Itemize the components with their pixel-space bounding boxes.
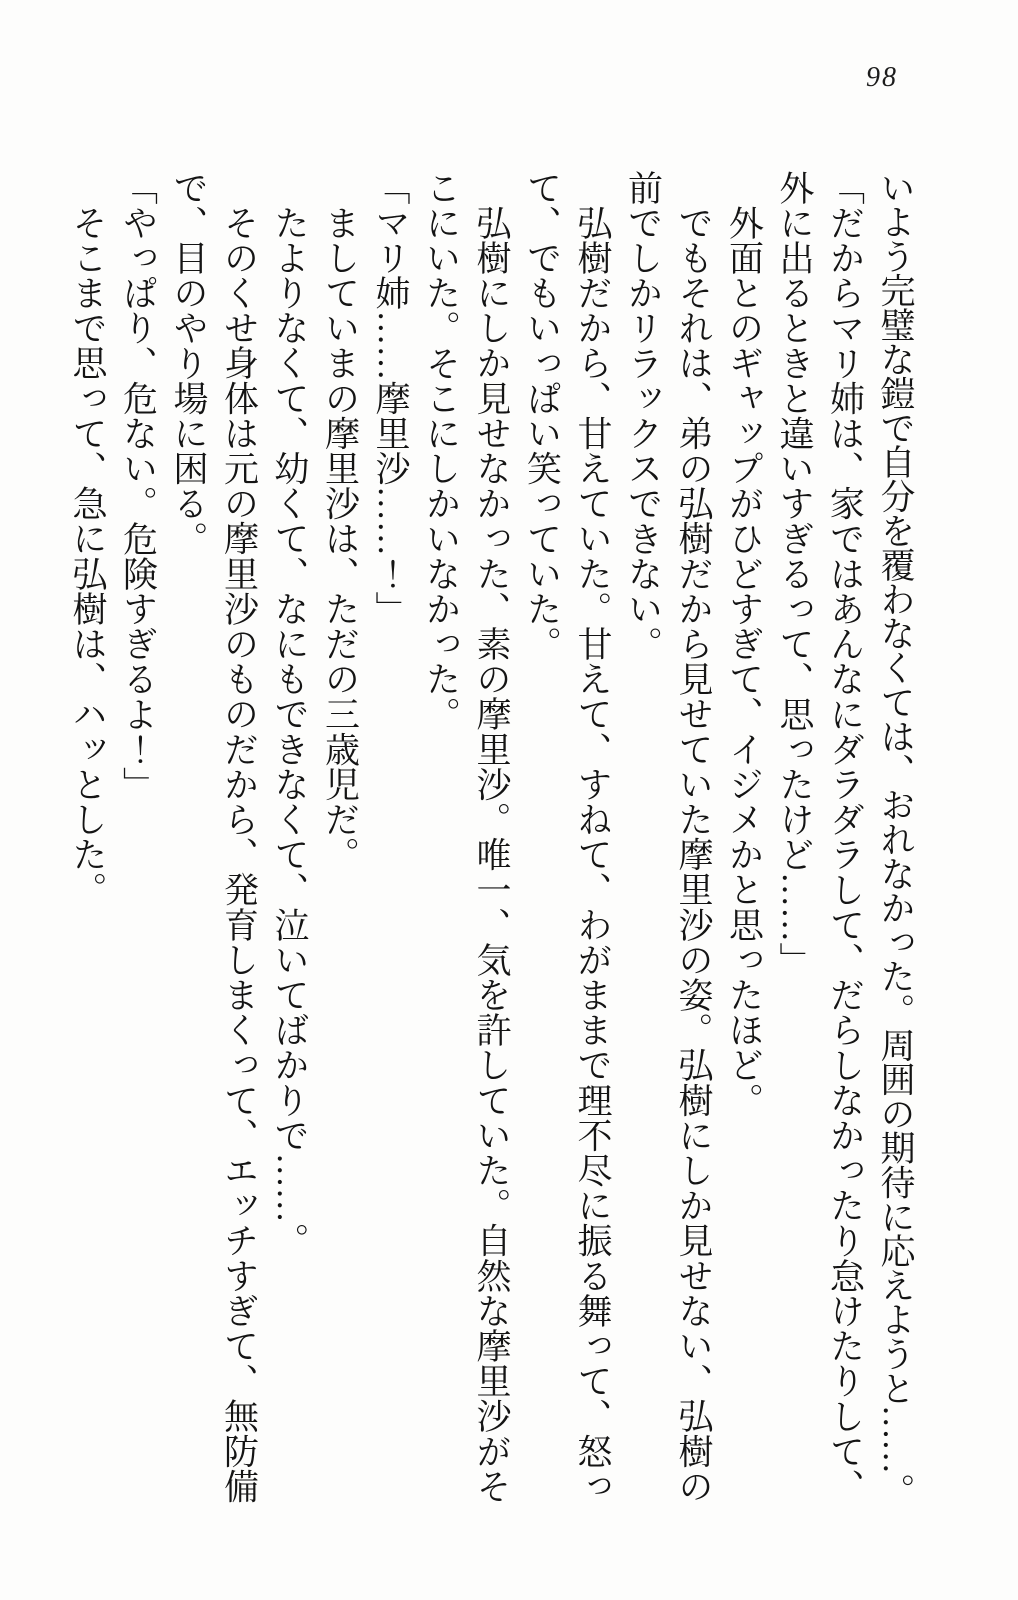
paragraph: そこまで思って、急に弘樹は、ハッとした。 (68, 205, 107, 907)
page-number: 98 (866, 62, 898, 93)
paragraph: そのくせ身体は元の摩里沙のものだから、発育しまくって、エッチすぎて、無防備で、目のやり場に困る。 (169, 170, 259, 1504)
paragraph: たよりなくて、幼くて、なにもできなくて、泣いてばかりで……。 (270, 205, 309, 1258)
paragraph: 外面とのギャップがひどすぎて、イジメかと思ったほど。 (724, 205, 764, 1118)
paragraph: 「マリ姉……摩里沙……！」 (371, 170, 410, 627)
paragraph: いよう完璧な鎧で自分を覆わなくては、おれなかった。周囲の期待に応えようと……。 (876, 170, 915, 1508)
paragraph: 「だからマリ姉は、家ではあんなにダラダラして、だらしなかったり怠けたりして、外に出るときと違いすぎるって、思ったけど……」 (775, 170, 865, 1504)
paragraph: 弘樹にしか見せなかった、素の摩里沙。唯一、気を許していた。自然な摩里沙がそこにいた。そこにしかいなかった。 (421, 170, 511, 1504)
paragraph: 弘樹だから、甘えていた。甘えて、すねて、わがままで理不尽に振る舞って、怒って、でもいっぱい笑っていた。 (522, 170, 612, 1504)
text-block (54, 170, 920, 1514)
paragraph: 「やっぱり、危ない。危険すぎるよ！」 (118, 170, 158, 802)
paragraph: でもそれは、弟の弘樹だから見せていた摩里沙の姿。弘樹にしか見せない、弘樹の前でしかリラックスできない。 (623, 170, 713, 1504)
paragraph: ましていまの摩里沙は、ただの三歳児だ。 (320, 205, 360, 872)
